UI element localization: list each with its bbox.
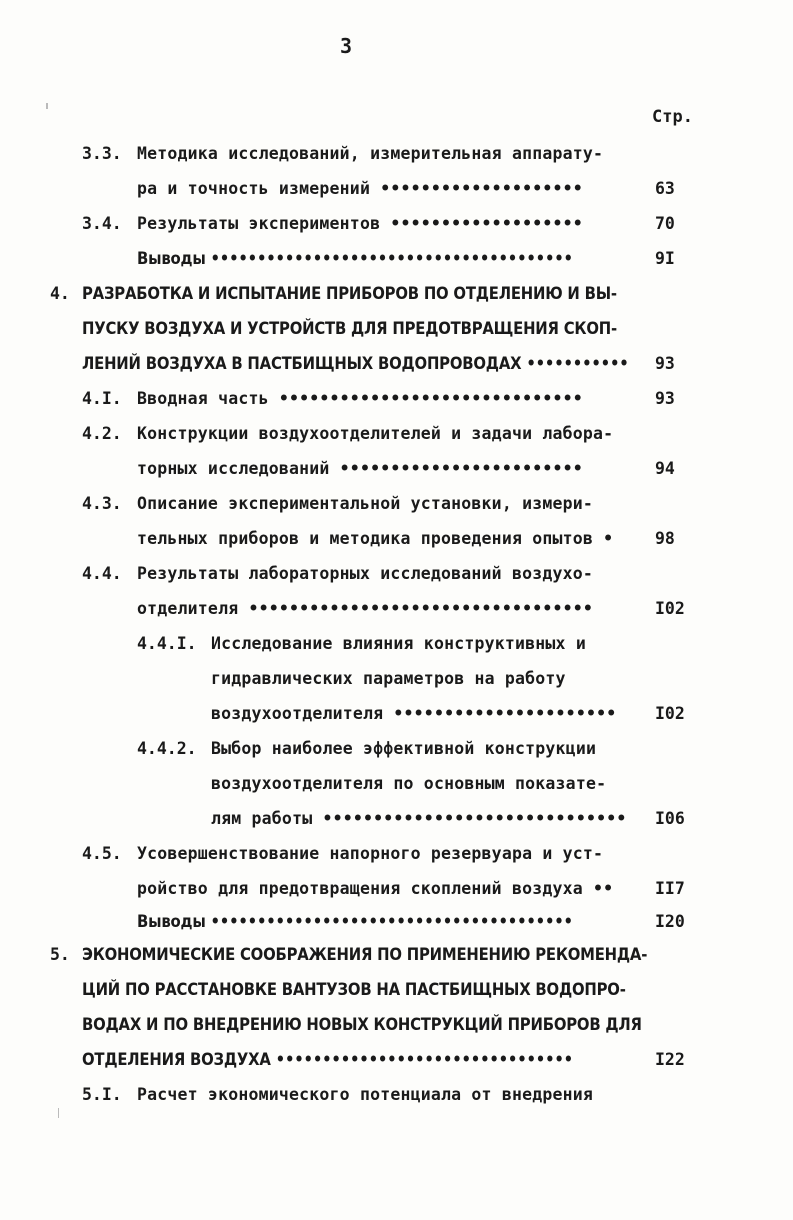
toc-line: ЦИЙ ПО РАССТАНОВКЕ ВАНТУЗОВ НА ПАСТБИЩНЫХ ВОДОПРО-	[82, 980, 626, 999]
toc-line: отделителя ••••••••••••••••••••••••••••••••••	[137, 599, 594, 618]
toc-line: Вводная часть ••••••••••••••••••••••••••••••	[137, 389, 583, 408]
toc-number-4-3: 4.3.	[82, 494, 122, 513]
toc-line: Методика исследований, измерительная аппарату-	[137, 144, 604, 163]
toc-line: Результаты лабораторных исследований воздухо-	[137, 564, 594, 583]
toc-number-3-3: 3.3.	[82, 144, 122, 163]
toc-line: РАЗРАБОТКА И ИСПЫТАНИЕ ПРИБОРОВ ПО ОТДЕЛЕНИЮ И ВЫ-	[82, 284, 617, 303]
scan-speck	[46, 103, 48, 109]
toc-line: Расчет экономического потенциала от внедрения	[137, 1085, 594, 1104]
toc-line: ра и точность измерений ••••••••••••••••••••	[137, 179, 583, 198]
toc-page: 93	[655, 389, 675, 408]
toc-page: I20	[655, 912, 685, 931]
toc-page: I06	[655, 809, 685, 828]
toc-line: Выводы •••••••••••••••••••••••••••••••••••••••	[137, 912, 573, 931]
toc-page: I22	[655, 1050, 685, 1069]
toc-number-4-5: 4.5.	[82, 844, 122, 863]
toc-number-4-4-1: 4.4.I.	[137, 634, 197, 653]
page-column-header: Стр.	[652, 107, 693, 127]
toc-page: 98	[655, 529, 675, 548]
toc-number-4-4: 4.4.	[82, 564, 122, 583]
toc-page: II7	[655, 879, 685, 898]
toc-line: ВОДАХ И ПО ВНЕДРЕНИЮ НОВЫХ КОНСТРУКЦИЙ ПРИБОРОВ ДЛЯ	[82, 1015, 642, 1034]
toc-line: Исследование влияния конструктивных и	[211, 634, 586, 653]
toc-line: лям работы ••••••••••••••••••••••••••••••	[211, 809, 627, 828]
toc-page: 70	[655, 214, 675, 233]
toc-line: ЭКОНОМИЧЕСКИЕ СООБРАЖЕНИЯ ПО ПРИМЕНЕНИЮ РЕКОМЕНДА-	[82, 945, 648, 964]
toc-number-5-1: 5.I.	[82, 1085, 122, 1104]
toc-line: воздухоотделителя по основным показате-	[211, 774, 607, 793]
toc-line: торных исследований ••••••••••••••••••••••••	[137, 459, 583, 478]
toc-page: I02	[655, 704, 685, 723]
toc-page: I02	[655, 599, 685, 618]
toc-line: ЛЕНИЙ ВОЗДУХА В ПАСТБИЩНЫХ ВОДОПРОВОДАХ •••••••••••	[82, 354, 629, 373]
toc-number-4: 4.	[50, 284, 70, 303]
scan-speck	[58, 1108, 59, 1118]
toc-line: Описание экспериментальной установки, измери-	[137, 494, 594, 513]
toc-line: ПУСКУ ВОЗДУХА И УСТРОЙСТВ ДЛЯ ПРЕДОТВРАЩЕНИЯ СКОП-	[82, 319, 617, 338]
toc-line: Конструкции воздухоотделителей и задачи лабора-	[137, 424, 614, 443]
toc-line: воздухоотделителя ••••••••••••••••••••••	[211, 704, 617, 723]
toc-page: 63	[655, 179, 675, 198]
toc-page: 9I	[655, 249, 675, 268]
toc-line: тельных приборов и методика проведения опытов •	[137, 529, 614, 548]
toc-number-3-4: 3.4.	[82, 214, 122, 233]
toc-line: Выводы •••••••••••••••••••••••••••••••••••••••	[137, 249, 573, 268]
toc-number-5: 5.	[50, 945, 70, 964]
toc-line: ОТДЕЛЕНИЯ ВОЗДУХА ••••••••••••••••••••••••••••••••	[82, 1050, 573, 1069]
toc-line: Усовершенствование напорного резервуара и уст-	[137, 844, 604, 863]
toc-line: Результаты экспериментов •••••••••••••••••••	[137, 214, 583, 233]
toc-number-4-1: 4.I.	[82, 389, 122, 408]
toc-line: Выбор наиболее эффективной конструкции	[211, 739, 597, 758]
toc-line: ройство для предотвращения скоплений воздуха ••	[137, 879, 614, 898]
toc-number-4-4-2: 4.4.2.	[137, 739, 197, 758]
toc-page: 94	[655, 459, 675, 478]
toc-number-4-2: 4.2.	[82, 424, 122, 443]
page-number: 3	[340, 34, 354, 58]
toc-line: гидравлических параметров на работу	[211, 669, 566, 688]
toc-page: 93	[655, 354, 675, 373]
